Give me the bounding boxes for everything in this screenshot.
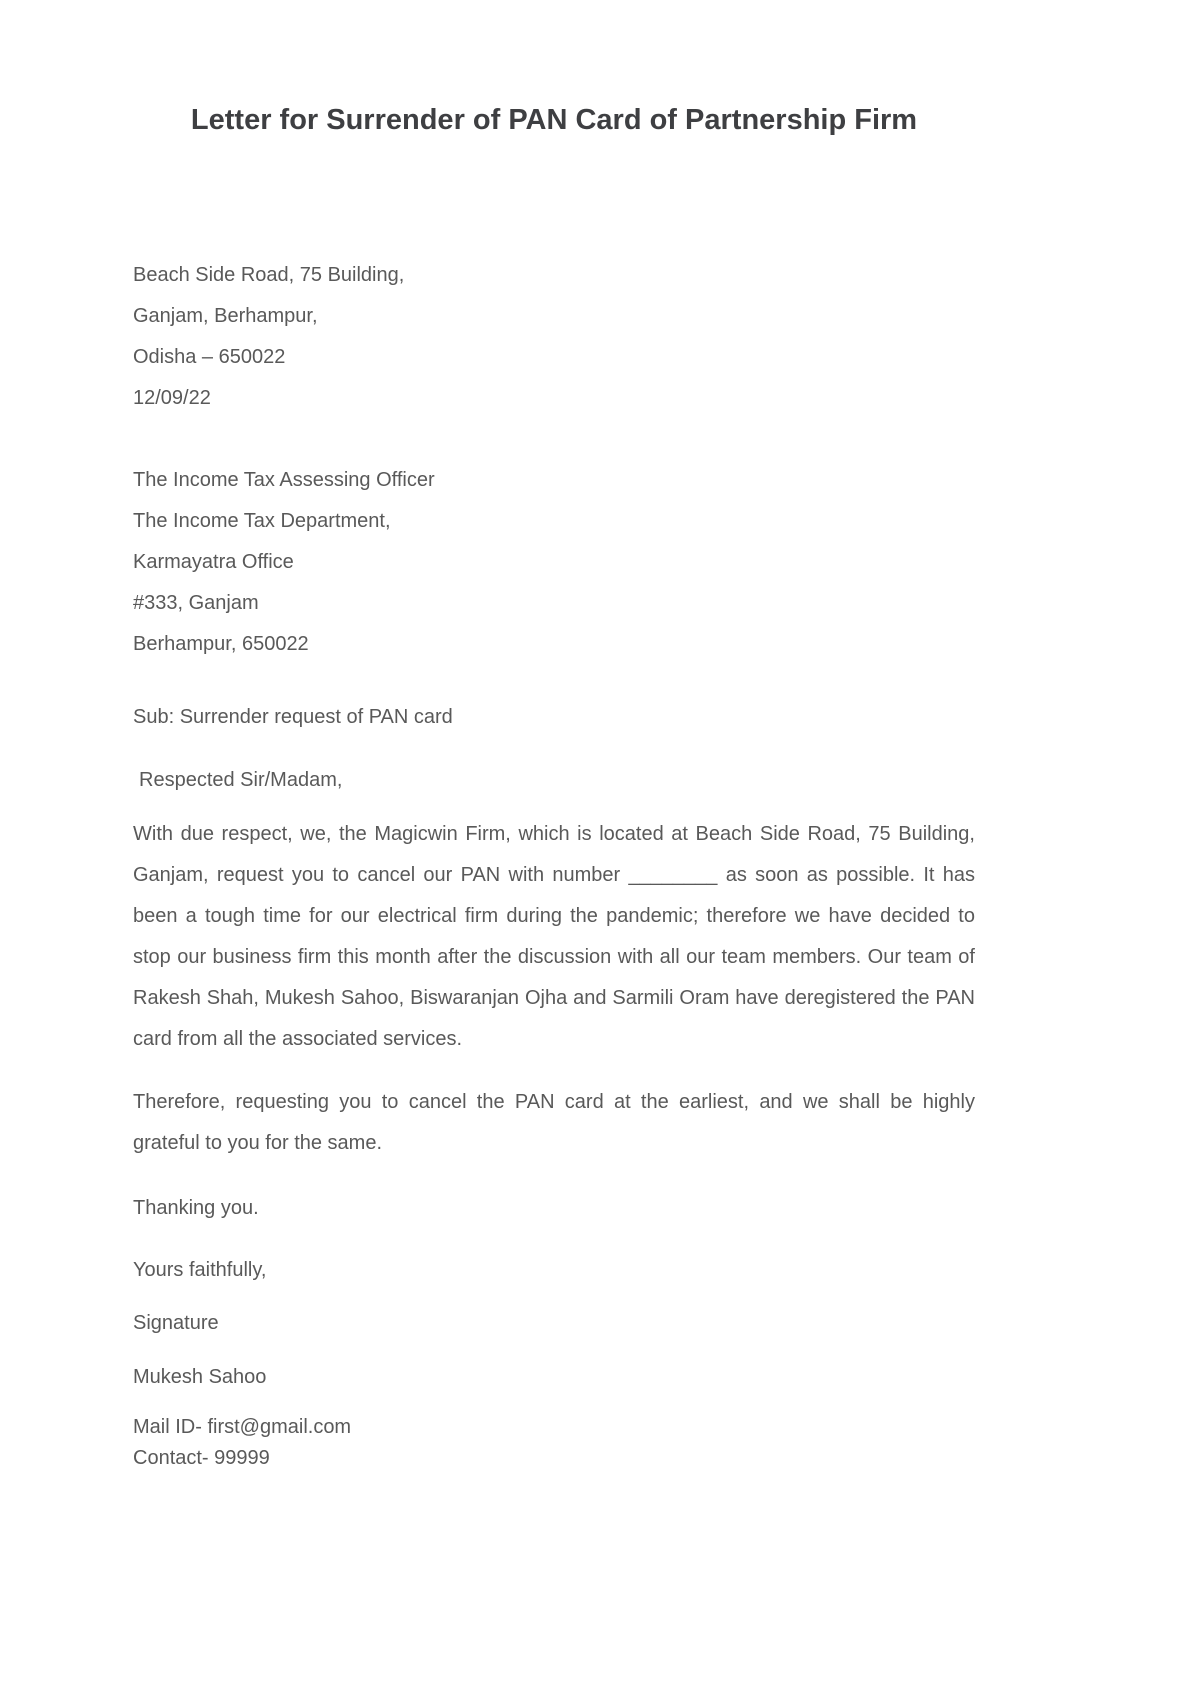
sender-address-line: Ganjam, Berhampur, [133, 305, 318, 327]
recipient-line: The Income Tax Department, [133, 510, 391, 532]
valediction-line: Yours faithfully, [133, 1259, 267, 1281]
sender-address-line: Beach Side Road, 75 Building, [133, 264, 405, 286]
salutation: Respected Sir/Madam, [139, 769, 343, 791]
contact-line: Contact- 99999 [133, 1447, 270, 1469]
email-line: Mail ID- first@gmail.com [133, 1416, 352, 1438]
recipient-line: Karmayatra Office [133, 551, 294, 573]
sender-address-block [133, 255, 975, 419]
sender-address-line: Odisha – 650022 [133, 346, 286, 368]
letter-date: 12/09/22 [133, 387, 211, 409]
recipient-line: Berhampur, 650022 [133, 633, 309, 655]
page-title: Letter for Surrender of PAN Card of Partnership Firm [190, 104, 918, 136]
recipient-line: The Income Tax Assessing Officer [133, 469, 435, 491]
body-paragraph-2: Therefore, requesting you to cancel the PAN card at the earliest, and we shall be highly grateful to you for the same. [133, 1091, 975, 1154]
subject-line: Sub: Surrender request of PAN card [133, 706, 453, 728]
body-paragraph-1: With due respect, we, the Magicwin Firm, which is located at Beach Side Road, 75 Building, Ganjam, request you to cancel our PAN with number ________ as soon as possible. It has been a tough time for our electrical firm during the pandemic; therefore we have decided to stop our business firm this month after the discussion with all our team members. Our team of Rakesh Shah, Mukesh Sahoo, Biswaranjan Ojha and Sarmili Oram have deregistered the PAN card from all the associated services. [133, 823, 975, 1050]
recipient-line: #333, Ganjam [133, 592, 259, 614]
signature-label: Signature [133, 1312, 219, 1334]
recipient-address-block [133, 460, 975, 665]
thanking-line: Thanking you. [133, 1197, 259, 1219]
signatory-name: Mukesh Sahoo [133, 1366, 267, 1388]
contact-block [133, 1412, 975, 1474]
